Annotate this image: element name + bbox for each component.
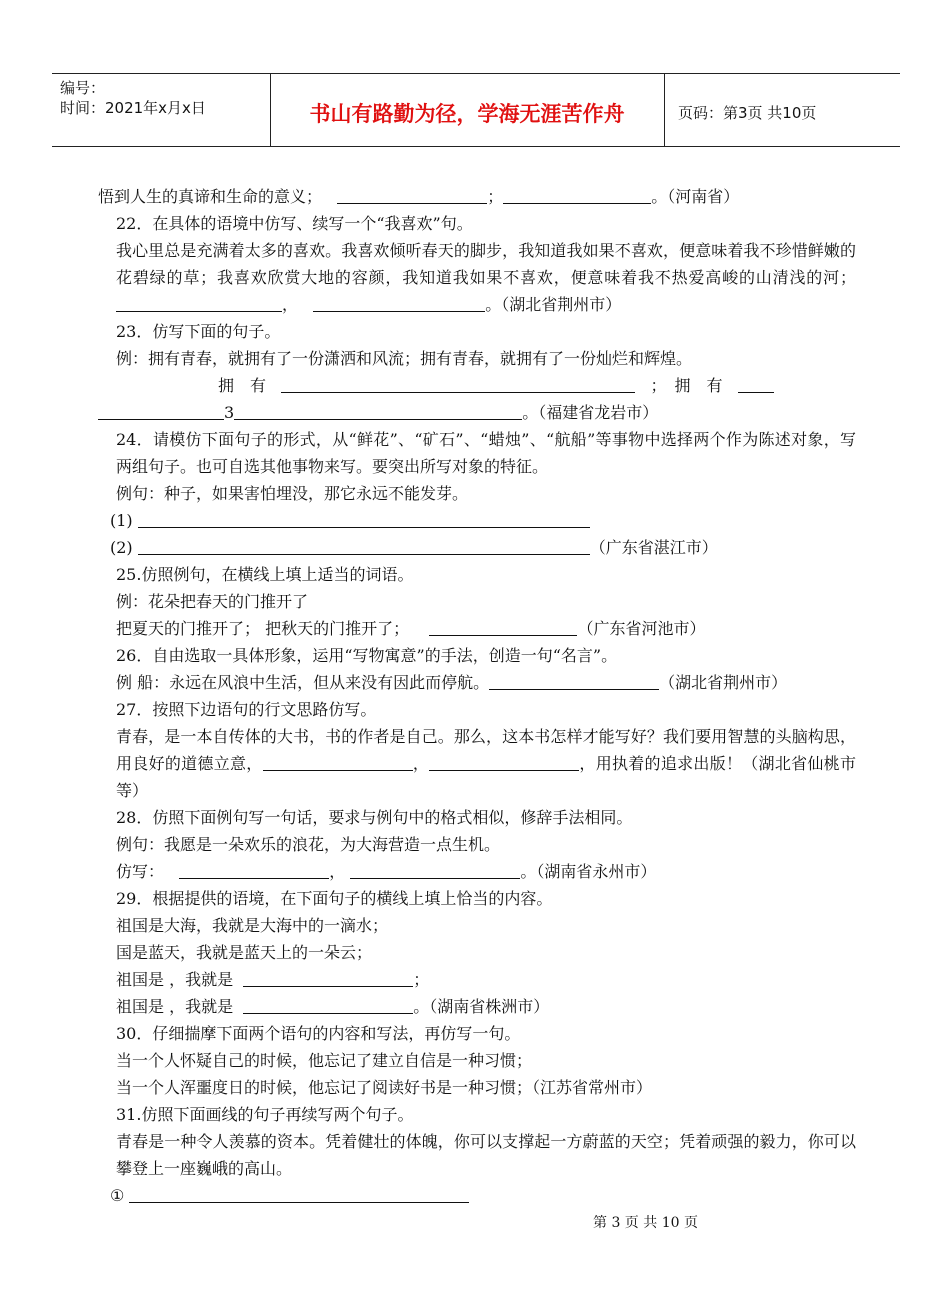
blank[interactable]	[281, 376, 635, 393]
blank[interactable]	[234, 403, 522, 420]
question-28-example: 例句：我愿是一朵欢乐的浪花，为大海营造一点生机。	[116, 835, 501, 854]
question-30: 30．仔细揣摩下面两个语句的内容和写法，再仿写一句。	[116, 1024, 521, 1043]
question-30-example-2: 当一个人浑噩度日的时候，他忘记了阅读好书是一种习惯；（江苏省常州市）	[116, 1078, 653, 1097]
blank[interactable]	[429, 619, 577, 636]
blank[interactable]	[98, 403, 224, 420]
question-30-example-1: 当一个人怀疑自己的时候，他忘记了建立自信是一种习惯；	[116, 1051, 533, 1070]
header-meta	[60, 78, 270, 118]
blank[interactable]	[429, 754, 579, 771]
question-26: 26．自由选取一具体形象，运用“写物寓意”的手法，创造一句“名言”。	[116, 646, 618, 665]
header-divider	[664, 74, 665, 146]
question-24-answer-1: (1)	[98, 507, 856, 534]
question-29-context-2: 国是蓝天，我就是蓝天上的一朵云；	[116, 943, 373, 962]
question-27-passage: 青春，是一本自传体的大书，书的作者是自己。那么，这本书怎样才能写好？我们要用智慧的头脑构思，用良好的道德立意， ， ，用执着的追求出版！（湖北省仙桃市等）	[116, 727, 856, 800]
blank[interactable]	[129, 1186, 469, 1203]
blank[interactable]	[489, 673, 659, 690]
blank[interactable]	[179, 862, 329, 879]
question-29-answer-1: 祖国是 ，我就是 ；	[116, 970, 430, 989]
question-31-passage: 青春是一种令人羡慕的资本。凭着健壮的体魄，你可以支撑起一方蔚蓝的天空；凭着顽强的毅力，你可以攀登上一座巍峨的高山。	[116, 1132, 856, 1178]
question-24: 24．请模仿下面句子的形式，从“鲜花”、“矿石”、“蜡烛”、“航船”等事物中选择两个作为陈述对象，写两组句子。也可自选其他事物来写。要突出所写对象的特征。	[116, 430, 856, 476]
blank[interactable]	[738, 376, 774, 393]
question-27: 27．按照下边语句的行文思路仿写。	[116, 700, 377, 719]
header-serial: 编号：	[60, 79, 106, 97]
question-29-answer-2: 祖国是 ，我就是 。（湖南省株洲市）	[116, 997, 550, 1016]
question-24-example: 例句：种子，如果害怕埋没，那它永远不能发芽。	[116, 484, 469, 503]
blank[interactable]	[337, 187, 487, 204]
question-31: 31.仿照下面画线的句子再续写两个句子。	[116, 1105, 414, 1124]
header-motto: 书山有路勤为径，学海无涯苦作舟	[309, 102, 625, 126]
blank[interactable]	[263, 754, 413, 771]
blank[interactable]	[350, 862, 520, 879]
header-time: 时间：2021年x月x日	[60, 99, 206, 117]
question-29-context-1: 祖国是大海，我就是大海中的一滴水；	[116, 916, 389, 935]
question-26-example: 例 船：永远在风浪中生活，但从来没有因此而停航。 （湖北省荆州市）	[116, 673, 788, 692]
blank[interactable]	[243, 997, 413, 1014]
header-page-number: 页码：第3页 共10页	[678, 104, 817, 122]
question-23: 23．仿写下面的句子。	[116, 322, 281, 341]
page-header	[52, 73, 900, 147]
question-29: 29．根据提供的语境，在下面句子的横线上填上恰当的内容。	[116, 889, 553, 908]
page-footer: 第 3 页 共 10 页	[593, 1215, 698, 1231]
question-25-example: 例：花朵把春天的门推开了	[116, 592, 309, 611]
question-28: 28．仿照下面例句写一句话，要求与例句中的格式相似，修辞手法相同。	[116, 808, 633, 827]
line-21-tail: 悟到人生的真谛和生命的意义； ； 。（河南省）	[98, 187, 740, 206]
blank[interactable]	[313, 295, 485, 312]
question-28-answer: 仿写： ， 。（湖南省永州市）	[116, 862, 657, 881]
question-31-answer-1: ①	[98, 1182, 856, 1209]
question-23-answer-line-2: 3 。（福建省龙岩市）	[98, 399, 856, 426]
blank[interactable]	[503, 187, 651, 204]
document-body	[98, 183, 856, 1209]
blank[interactable]	[243, 970, 413, 987]
question-25: 25.仿照例句，在横线上填上适当的词语。	[116, 565, 414, 584]
question-22: 22．在具体的语境中仿写、续写一个“我喜欢”句。	[116, 214, 473, 233]
blank[interactable]	[138, 511, 590, 528]
blank[interactable]	[116, 295, 282, 312]
question-22-passage: 我心里总是充满着太多的喜欢。我喜欢倾听春天的脚步，我知道我如果不喜欢，便意味着我不珍惜鲜嫩的花碧绿的草；我喜欢欣赏大地的容颜，我知道我如果不喜欢，便意味着我不热爱高峻的山清浅的河；， 。（湖北省荆州市）	[116, 241, 856, 314]
blank[interactable]	[138, 538, 590, 555]
question-24-answer-2: (2) （广东省湛江市）	[110, 538, 718, 557]
question-23-answer-line: 拥 有 ； 拥 有	[98, 372, 856, 399]
question-23-example: 例：拥有青春，就拥有了一份潇洒和风流；拥有青春，就拥有了一份灿烂和辉煌。	[116, 349, 693, 368]
question-25-answer: 把夏天的门推开了； 把秋天的门推开了； （广东省河池市）	[116, 619, 706, 638]
